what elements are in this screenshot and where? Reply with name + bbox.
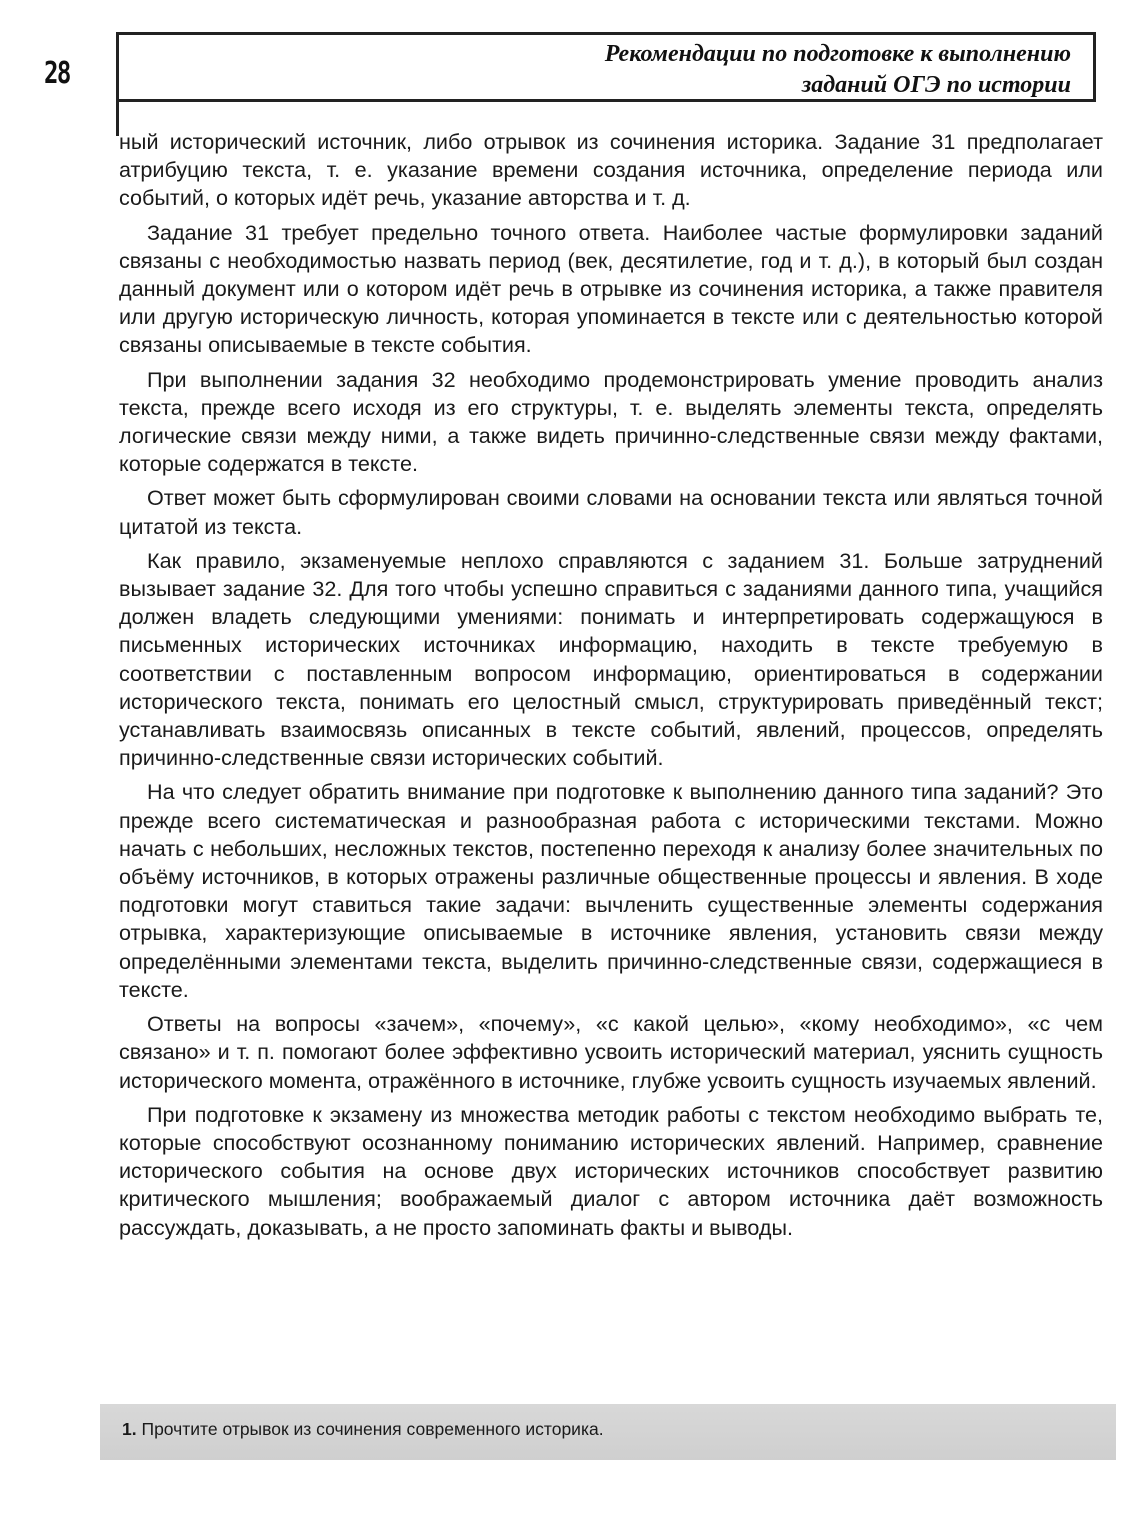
task-number: 1.	[122, 1419, 137, 1439]
header-title-line-2: заданий ОГЭ по истории	[801, 72, 1071, 98]
task-prompt	[122, 1419, 604, 1440]
running-header	[116, 32, 1096, 102]
page-number: 28	[44, 56, 70, 91]
task-text: Прочтите отрывок из сочинения современного историка.	[141, 1419, 604, 1439]
paragraph: Задание 31 требует предельно точного ответа. Наиболее частые формулировки заданий связаны с необходимостью назвать период (век, десятилетие, год и т. д.), в который был создан данный документ или о котором идёт речь в отрывке из сочинения историка, а также правителя или другую историческую личность, которая упоминается в тексте или с деятельностью которой связаны описываемые в тексте события.	[119, 219, 1103, 358]
paragraph: ный исторический источник, либо отрывок из сочинения историка. Задание 31 предполагает атрибуцию текста, т. е. указание времени создания источника, определение периода или событий, о которых идёт речь, указание авторства и т. д.	[119, 129, 1103, 211]
header-title	[605, 39, 1071, 101]
paragraph: Ответ может быть сформулирован своими словами на основании текста или являться точной цитатой из текста.	[119, 485, 1103, 539]
paragraph: Ответы на вопросы «зачем», «почему», «с какой целью», «кому необходимо», «с чем связано» и т. п. помогают более эффективно усвоить исторический материал, уяснить сущность исторического момента, отражённого в источнике, глубже усвоить сущность изучаемых явлений.	[119, 1011, 1103, 1093]
paragraph: На что следует обратить внимание при подготовке к выполнению данного типа заданий? Это прежде всего систематическая и разнообразная работа с историческими текстами. Можно начать с небольших, несложных текстов, постепенно переходя к анализу более значительных по объёму источников, в которых отражены различные общественные процессы и явления. В ходе подготовки могут ставиться такие задачи: вычленить существенные элементы содержания отрывка, характеризующие описываемые в источнике явления, установить связи между определёнными элементами текста, выделить причинно-следственные связи, содержащиеся в тексте.	[119, 779, 1103, 1002]
paragraph: Как правило, экзаменуемые неплохо справляются с заданием 31. Больше затруднений вызывает задание 32. Для того чтобы успешно справиться с заданиями данного типа, учащийся должен владеть следующими умениями: понимать и интерпретировать содержащуюся в письменных исторических источниках информацию, находить в тексте требуемую в соответствии с поставленным вопросом информацию, ориентироваться в содержании исторического текста, понимать его целостный смысл, структурировать приведённый текст; устанавливать взаимосвязь описанных в тексте событий, явлений, процессов, определять причинно-следственные связи исторических событий.	[119, 547, 1103, 771]
task-banner	[100, 1404, 1116, 1460]
header-title-line-1: Рекомендации по подготовке к выполнению	[604, 41, 1071, 67]
paragraph: При подготовке к экзамену из множества методик работы с текстом необходимо выбрать те, которые способствуют осознанному пониманию исторических явлений. Например, сравнение исторического события на основе двух исторических источников способствует развитию критического мышления; воображаемый диалог с автором источника даёт возможность рассуждать, доказывать, а не просто запоминать факты и выводы.	[119, 1101, 1103, 1240]
paragraph: При выполнении задания 32 необходимо продемонстрировать умение проводить анализ текста, прежде всего исходя из его структуры, т. е. выделять элементы текста, определять логические связи между ними, а также видеть причинно-следственные связи между фактами, которые содержатся в тексте.	[119, 366, 1103, 477]
body-text	[119, 128, 1103, 1248]
